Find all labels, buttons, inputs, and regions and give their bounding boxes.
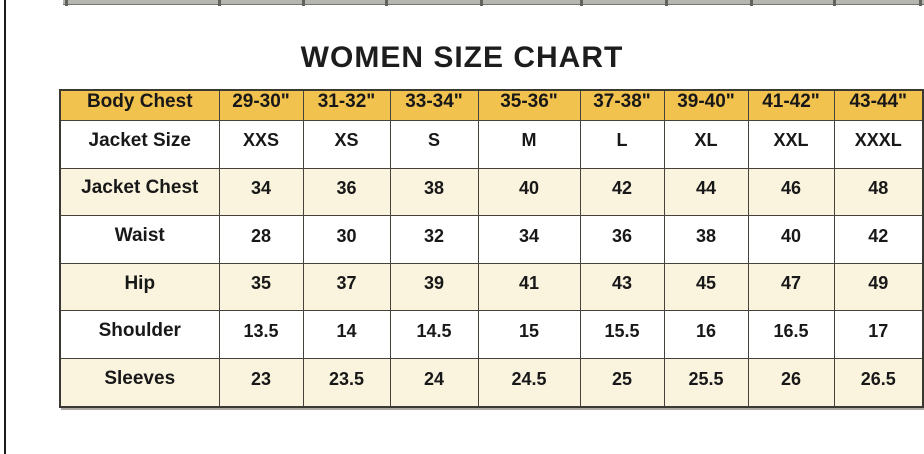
table-cell: 37 [303,263,390,311]
table-cell: 38 [390,168,478,216]
table-row [60,121,923,169]
table-cell: 36 [580,216,664,264]
header-cell: 29-30" [219,90,303,121]
table-cell: 26 [748,359,834,407]
table-cell: 13.5 [219,311,303,359]
table-cell: M [478,121,580,169]
table-cell: 44 [664,168,748,216]
table-cell: 16.5 [748,311,834,359]
page-title: WOMEN SIZE CHART [300,41,624,74]
header-cell: 39-40" [664,90,748,121]
table-cell: 43 [580,263,664,311]
table-cell: 41 [478,263,580,311]
row-label: Hip [60,263,219,311]
table-cell: 47 [748,263,834,311]
table-cell: 38 [664,216,748,264]
table-cell: XS [303,121,390,169]
column-divider-tick [302,0,305,6]
header-cell: 35-36" [478,90,580,121]
table-cell: 14.5 [390,311,478,359]
table-cell: 24 [390,359,478,407]
table-cell: 16 [664,311,748,359]
row-label: Shoulder [60,311,219,359]
header-row [60,90,923,121]
header-cell: 33-34" [390,90,478,121]
table-row [60,168,923,216]
table-cell: 40 [478,168,580,216]
table-cell: 45 [664,263,748,311]
column-divider-tick [65,0,68,6]
table-cell: XL [664,121,748,169]
table-cell: 24.5 [478,359,580,407]
table-cell: 34 [478,216,580,264]
column-divider-tick [480,0,483,6]
row-label: Jacket Size [60,121,219,169]
table-cell: 36 [303,168,390,216]
column-divider-tick [750,0,753,6]
header-cell: 37-38" [580,90,664,121]
table-cell: 42 [834,216,923,264]
table-cell: XXL [748,121,834,169]
table-row [60,263,923,311]
row-label: Jacket Chest [60,168,219,216]
column-divider-tick [580,0,583,6]
table-cell: 39 [390,263,478,311]
table-cell: 15 [478,311,580,359]
row-label: Sleeves [60,359,219,407]
header-cell: 31-32" [303,90,390,121]
table-cell: 17 [834,311,923,359]
table-row [60,359,923,407]
table-cell: 32 [390,216,478,264]
table-cell: 28 [219,216,303,264]
table-cell: 48 [834,168,923,216]
header-cell-body-chest: Body Chest [60,90,219,121]
table-cell: 42 [580,168,664,216]
column-divider-tick [919,0,922,6]
table-cell: 25 [580,359,664,407]
table-cell: 15.5 [580,311,664,359]
table-cell: XXXL [834,121,923,169]
column-divider-tick [833,0,836,6]
header-cell: 43-44" [834,90,923,121]
table-cell: S [390,121,478,169]
women-size-chart-table [59,89,924,408]
table-cell: 34 [219,168,303,216]
table-cell: 23 [219,359,303,407]
table-cell: L [580,121,664,169]
table-row [60,216,923,264]
table-cell: 40 [748,216,834,264]
table-cell: 30 [303,216,390,264]
column-divider-tick [385,0,388,6]
table-cell: 26.5 [834,359,923,407]
table-row [60,311,923,359]
column-divider-tick [665,0,668,6]
header-cell: 41-42" [748,90,834,121]
cropped-table-above-border [63,0,924,5]
table-cell: 35 [219,263,303,311]
table-cell: 49 [834,263,923,311]
column-divider-tick [218,0,221,6]
table-cell: 14 [303,311,390,359]
table-cell: 25.5 [664,359,748,407]
row-label: Waist [60,216,219,264]
table-body [60,121,923,408]
table-cell: XXS [219,121,303,169]
table-cell: 23.5 [303,359,390,407]
table-cell: 46 [748,168,834,216]
